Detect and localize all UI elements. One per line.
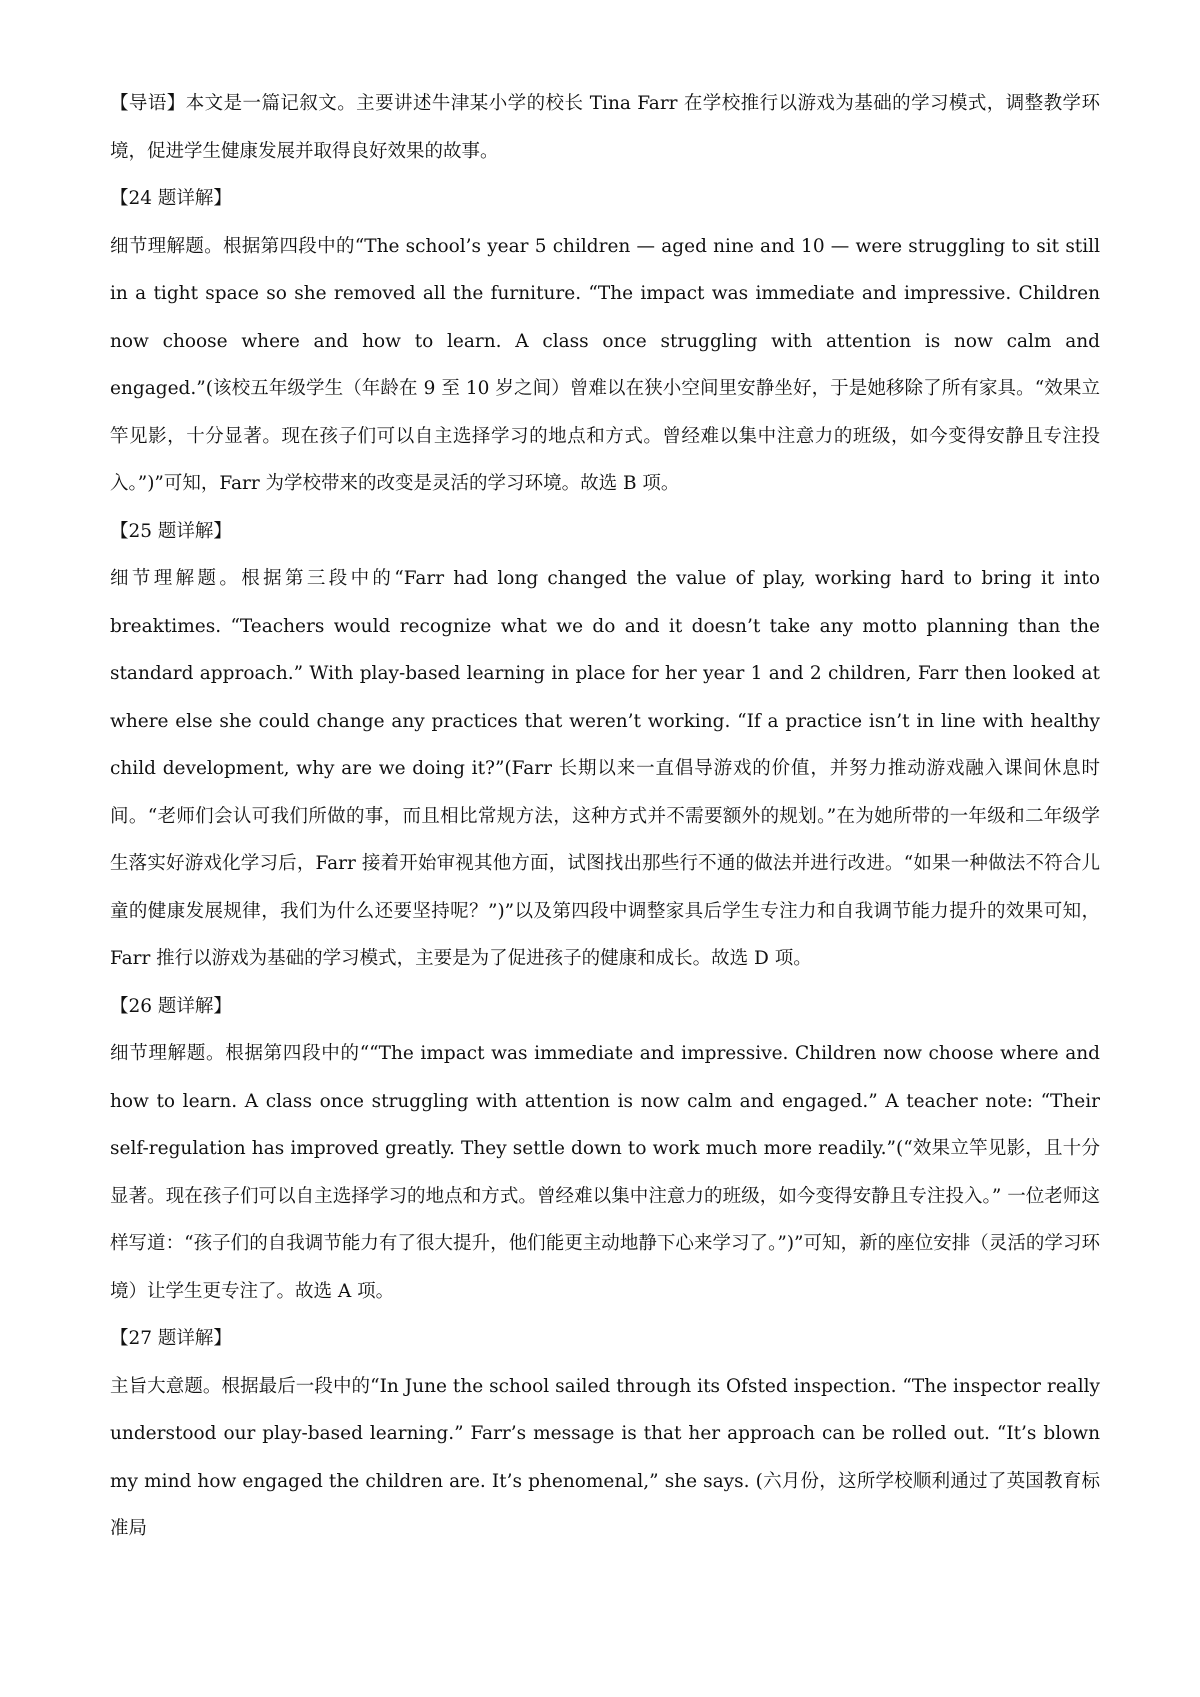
section-heading-25: 【25 题详解】	[110, 520, 232, 542]
section-heading-27: 【27 题详解】	[110, 1328, 232, 1349]
section-heading-24: 【24 题详解】	[110, 188, 232, 209]
intro-paragraph: 【导语】本文是一篇记叙文。主要讲述牛津某小学的校长 Tina Farr 在学校推行以游戏为基础的学习模式，调整教学环境，促进学生健康发展并取得良好效果的故事。	[110, 93, 1100, 162]
section-body-25: 细节理解题。根据第三段中的“Farr had long changed the value of play, working hard to bring it into breaktimes. “Teachers would recognize what we do and it doesn’t take any motto planning than the standard approach.” With play-based learning in place for her year 1 and 2 children, Farr then looked at where else she could change any practices that weren’t working. “If a practice isn’t in line with healthy child development, why are we doing it?”(Farr 长期以来一直倡导游戏的价值，并努力推动游戏融入课间休息时间。“老师们会认可我们所做的事，而且相比常规方法，这种方式并不需要额外的规划。”在为她所带的一年级和二年级学生落实好游戏化学习后，Farr 接着开始审视其他方面，试图找出那些行不通的做法并进行改进。“如果一种做法不符合儿童的健康发展规律，我们为什么还要坚持呢？”)”以及第四段中调整家具后学生专注力和自我调节能力提升的效果可知，Farr 推行以游戏为基础的学习模式，主要是为了促进孩子的健康和成长。故选 D 项。	[110, 568, 1100, 969]
document-page	[110, 80, 1100, 1553]
section-heading-26: 【26 题详解】	[110, 995, 232, 1017]
section-body-24: 细节理解题。根据第四段中的“The school’s year 5 children — aged nine and 10 — were struggling to sit still in a tight space so she removed all the furniture. “The impact was immediate and impressive. Children now choose where and how to learn. A class once struggling with attention is now calm and engaged.”(该校五年级学生（年龄在 9 至 10 岁之间）曾难以在狭小空间里安静坐好，于是她移除了所有家具。“效果立竿见影，十分显著。现在孩子们可以自主选择学习的地点和方式。曾经难以集中注意力的班级，如今变得安静且专注投入。”)”可知，Farr 为学校带来的改变是灵活的学习环境。故选 B 项。	[110, 235, 1100, 494]
section-body-27: 主旨大意题。根据最后一段中的“In June the school sailed through its Ofsted inspection. “The inspector really understood our play-based learning.” Farr’s message is that her approach can be rolled out. “It’s blown my mind how engaged the children are. It’s phenomenal,” she says. (六月份，这所学校顺利通过了英国教育标准局	[110, 1375, 1100, 1539]
section-body-26: 细节理解题。根据第四段中的““The impact was immediate and impressive. Children now choose where and how to learn. A class once struggling with attention is now calm and engaged.” A teacher note: “Their self-regulation has improved greatly. They settle down to work much more readily.”(“效果立竿见影，且十分显著。现在孩子们可以自主选择学习的地点和方式。曾经难以集中注意力的班级，如今变得安静且专注投入。” 一位老师这样写道：“孩子们的自我调节能力有了很大提升，他们能更主动地静下心来学习了。”)”可知，新的座位安排（灵活的学习环境）让学生更专注了。故选 A 项。	[110, 1043, 1100, 1302]
